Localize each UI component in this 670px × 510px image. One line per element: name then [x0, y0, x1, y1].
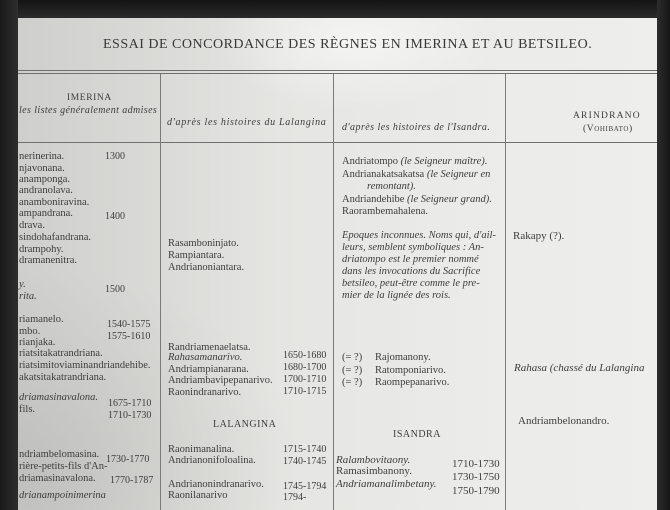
arindrano-row-name: Rakapy (?).	[513, 230, 565, 242]
arindrano-heading: ARINDRANO	[573, 111, 641, 121]
equivalence-mark: (= ?)	[342, 377, 363, 388]
imerina-row-date: 1500	[105, 284, 125, 295]
title-rule-lower	[18, 73, 657, 74]
imerina-row-name: drampohy.	[19, 244, 64, 255]
imerina-row-name: mbo.	[19, 326, 41, 337]
imerina-row-name: rita.	[19, 291, 37, 302]
imerina-row-name: rianjaka.	[19, 337, 56, 348]
isandra-note-line: Epoques inconnues. Noms qui, d'ail-	[342, 230, 496, 241]
column-divider-2	[333, 74, 334, 510]
imerina-row-name: anamponga.	[19, 174, 71, 185]
imerina-row-name: ndriambelomasina.	[19, 449, 100, 460]
isandra-note-line: driatompo est le premier nommé	[342, 254, 479, 265]
isandra-equivalent-row	[342, 365, 446, 377]
isandra-legendary-name: Andrianakatsakatsa	[342, 169, 425, 180]
photo-background-top	[0, 0, 670, 18]
lalangina-row-name: Rampiantara.	[168, 250, 225, 261]
imerina-row-name: anamboniravina.	[19, 197, 90, 208]
imerina-row-date: 1710-1730	[108, 410, 152, 421]
imerina-row-date: 1730-1770	[106, 454, 150, 465]
lalangina-section-row-date: 1794-	[283, 492, 307, 503]
isandra-legendary-name: Andriatompo	[342, 156, 398, 167]
equivalence-mark: (= ?)	[342, 352, 363, 363]
isandra-section-row-name: Ramasimbanony.	[336, 465, 412, 477]
title-rule-upper	[18, 70, 657, 71]
photo-background-right	[657, 0, 670, 510]
lalangina-section-heading: LALANGINA	[213, 419, 277, 430]
imerina-row-name: akatsitakatrandriana.	[19, 372, 107, 383]
isandra-legendary-name: Raorambemahalena.	[342, 206, 428, 217]
isandra-equivalent-name: Ratomponiarivo.	[375, 365, 446, 376]
isandra-heading: d'après les histoires de l'Isandra.	[342, 122, 491, 133]
isandra-legendary-row	[342, 169, 490, 181]
page-title: ESSAI DE CONCORDANCE DES RÈGNES EN IMERINA ET AU BETSILEO.	[103, 37, 593, 52]
lalangina-row-date: 1700-1710	[283, 374, 327, 385]
isandra-equivalent-name: Raompepanarivo.	[375, 377, 450, 388]
header-bottom-rule	[18, 142, 657, 143]
lalangina-row-name: Andrianoniantara.	[168, 262, 245, 273]
column-divider-3	[505, 74, 506, 510]
imerina-heading: IMERINA	[67, 93, 112, 103]
lalangina-row-name: Andriampianarana.	[168, 364, 249, 375]
arindrano-row-name: Rahasa (chassé du Lalangina	[514, 362, 645, 374]
isandra-legendary-gloss-continued: remontant).	[367, 181, 416, 192]
isandra-equivalent-name: Rajomanony.	[375, 352, 431, 363]
imerina-row-name: y.	[19, 279, 26, 290]
imerina-row-date: 1675-1710	[108, 398, 152, 409]
imerina-row-name: andranolava.	[19, 185, 73, 196]
imerina-row-name: riamanelo.	[19, 314, 64, 325]
isandra-section-row-date: 1710-1730	[452, 458, 500, 470]
isandra-note-line: dans les invocations du Sacrifice	[342, 266, 481, 277]
lalangina-section-row-name: Andrianonifoloalina.	[168, 455, 256, 466]
column-divider-1	[160, 74, 161, 510]
lalangina-row-date: 1680-1700	[283, 362, 327, 373]
isandra-legendary-row	[342, 156, 487, 168]
isandra-note-line: betsileo, peut-être comme le pre-	[342, 278, 480, 289]
imerina-row-name: ampandrana.	[19, 208, 73, 219]
imerina-row-name: nerinerina.	[19, 151, 65, 162]
lalangina-section-row-name: Raonilanarivo	[168, 490, 228, 501]
arindrano-subheading: (Vohibato)	[583, 124, 633, 134]
imerina-row-name: njavonana.	[19, 163, 65, 174]
lalangina-row-name: Andriambavipepanarivo.	[168, 375, 273, 386]
arindrano-row-name: Andriambelonandro.	[518, 415, 610, 427]
isandra-section-row-date: 1730-1750	[452, 471, 500, 483]
isandra-section-row-name: Andriamanalimbetany.	[336, 478, 437, 490]
imerina-row-date: 1300	[105, 151, 125, 162]
lalangina-section-row-name: Andrianonindranarivo.	[168, 479, 264, 490]
isandra-equivalent-row	[342, 352, 431, 364]
imerina-row-name: drava.	[19, 220, 45, 231]
photo-background-left	[0, 0, 18, 510]
isandra-legendary-gloss: (le Seigneur en	[426, 169, 491, 180]
imerina-row-date: 1400	[105, 211, 125, 222]
isandra-legendary-row	[342, 194, 492, 206]
equivalence-mark: (= ?)	[342, 365, 363, 376]
imerina-row-date: 1770-1787	[110, 475, 154, 486]
isandra-note-line: leurs, semblent symboliques : An-	[342, 242, 484, 253]
isandra-legendary-gloss: (le Seigneur maître).	[400, 156, 488, 167]
lalangina-section-row-name: Raonimanalina.	[168, 444, 235, 455]
imerina-row-name: riatsitakatrandriana.	[19, 348, 103, 359]
imerina-row-date: 1540-1575	[107, 319, 151, 330]
isandra-section-row-date: 1750-1790	[452, 485, 500, 497]
imerina-row-name: fils.	[19, 404, 36, 415]
imerina-row-name: driamasinavalona.	[19, 473, 96, 484]
imerina-subheading: les listes généralement admises	[19, 105, 158, 116]
isandra-legendary-name: Andriandehibe	[342, 194, 405, 205]
imerina-row-name: dramanenitra.	[19, 255, 78, 266]
lalangina-row-date: 1650-1680	[283, 350, 327, 361]
imerina-row-date: 1575-1610	[107, 331, 151, 342]
isandra-section-row-name: Ralambovitaony.	[336, 454, 411, 466]
imerina-row-name: riatsimitoviaminandriandehibe.	[19, 360, 151, 371]
lalangina-section-row-date: 1715-1740	[283, 444, 327, 455]
imerina-row-name: driamasinavalona.	[19, 392, 99, 403]
isandra-equivalent-row	[342, 377, 449, 389]
lalangina-heading: d'après les histoires du Lalangina	[167, 117, 327, 128]
lalangina-row-name: Raonindranarivo.	[168, 387, 242, 398]
imerina-row-name: sindohafandrana.	[19, 232, 92, 243]
lalangina-section-row-date: 1745-1794	[283, 481, 327, 492]
lalangina-row-name: Rasamboninjato.	[168, 238, 239, 249]
lalangina-row-name: Rahasamanarivo.	[168, 352, 243, 363]
lalangina-row-date: 1710-1715	[283, 386, 327, 397]
lalangina-section-row-date: 1740-1745	[283, 456, 327, 467]
imerina-row-name: rière-petits-fils d'An-	[19, 461, 108, 472]
isandra-section-heading: ISANDRA	[393, 429, 441, 440]
isandra-legendary-gloss: (le Seigneur grand).	[407, 194, 492, 205]
lalangina-row-name: Randriamenaelatsa.	[168, 342, 251, 353]
imerina-row-name: drianampoinimerina	[19, 490, 106, 501]
isandra-note-line: mier de la lignée des rois.	[342, 290, 451, 301]
